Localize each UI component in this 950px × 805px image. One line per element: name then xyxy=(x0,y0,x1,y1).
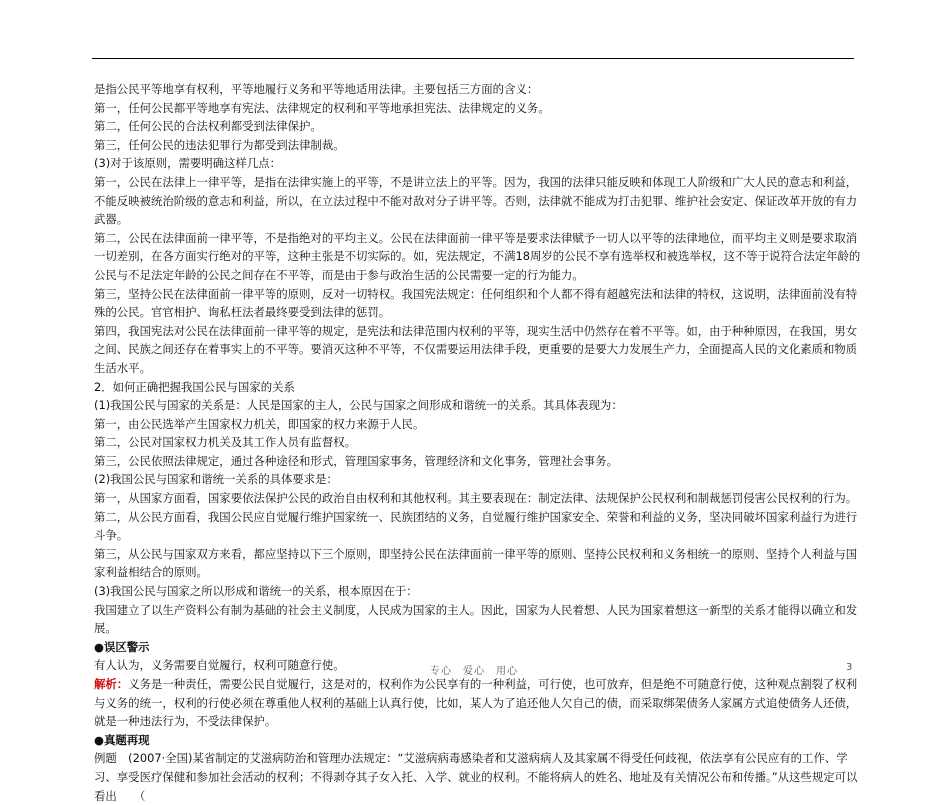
analysis-paragraph xyxy=(94,675,864,731)
header-rule xyxy=(92,58,854,59)
paragraph: 第一，从国家方面看，国家要依法保护公民的政治自由权利和其他权利。其主要表现在：制定法律、法规保护公民权利和制裁惩罚侵害公民权利的行为。 xyxy=(94,491,858,506)
page-number: 3 xyxy=(846,662,853,673)
analysis-text: 义务是一种责任，需要公民自觉履行，这是对的，权利作为公民享有的一种利益，可行使，也可放弃，但是绝不可随意行使，这种观点割裂了权利与义务的统一，权利的行使必须在尊重他人权利的基础上认真行使，比如，某人为了追还他人欠自己的债，而采取绑架债务人家属方式追使债务人还债，就是一种违法行为，不受法律保护。 xyxy=(94,677,858,729)
paragraph: 是指公民平等地享有权利，平等地履行义务和平等地适用法律。主要包括三方面的含义： xyxy=(94,82,539,96)
paragraph: 第三，从公民与国家双方来看，都应坚持以下三个原则，即坚持公民在法律面前一律平等的原则、坚持公民权利和义务相统一的原则、坚持个人利益与国家利益相结合的原则。 xyxy=(94,546,858,580)
analysis-label: 解析： xyxy=(94,677,129,691)
paragraph: 第三，任何公民的违法犯罪行为都受到法律制裁。 xyxy=(94,137,345,152)
example-paragraph: 例题 (2007·全国)某省制定的艾滋病防治和管理办法规定：“艾滋病病毒感染者和艾滋病病人及其家属不得受任何歧视，依法享有公民应有的工作、学习、享受医疗保健和参加社会活动的权利；不得剥夺其子女入托、入学、就业的权利。不能将病人的姓名、地址及有关情况公布和传播。”从这些规定可以看出 （ xyxy=(94,751,858,803)
paragraph: 第一，由公民选举产生国家权力机关，即国家的权力来源于人民。 xyxy=(94,416,425,431)
paragraph: 第三，坚持公民在法律面前一律平等的原则，反对一切特权。我国宪法规定：任何组织和个人都不得有超越宪法和法律的特权，这说明，法律面前没有特殊的公民。官官相护、询私枉法者最终要受到法律的惩罚。 xyxy=(94,286,858,320)
paragraph: 第二，任何公民的合法权利都受到法律保护。 xyxy=(94,119,322,134)
paragraph: 第一，公民在法律上一律平等，是指在法律实施上的平等，不是讲立法上的平等。因为，我国的法律只能反映和体现工人阶级和广大人民的意志和利益，不能反映被统治阶级的意志和利益，所以，在立法过程中不能对敌对分子讲平等。否则，法律就不能成为打击犯罪、维护社会安定、保证改革开放的有力武器。 xyxy=(94,174,858,227)
paragraph: 有人认为，义务需要自觉履行，权利可随意行使。 xyxy=(94,658,345,673)
document-body xyxy=(94,80,864,805)
paragraph: (1)我国公民与国家的关系是：人民是国家的主人，公民与国家之间形成和谐统一的关系。其具体表现为： xyxy=(94,398,623,413)
paragraph: 第一，任何公民都平等地享有宪法、法律规定的权利和平等地承担宪法、法律规定的义务。 xyxy=(94,100,550,115)
paragraph: (2)我国公民与国家和谐统一关系的具体要求是： xyxy=(94,472,338,487)
paragraph: 第二，公民对国家权力机关及其工作人员有监督权。 xyxy=(94,435,356,450)
page-footer xyxy=(0,662,950,678)
paragraph: (3)我国公民与国家之所以形成和谐统一的关系，根本原因在于： xyxy=(94,584,418,599)
section-heading: 2．如何正确把握我国公民与国家的关系 xyxy=(94,379,295,394)
paragraph: 第三，公民依照法律规定，通过各种途径和形式，管理国家事务，管理经济和文化事务，管理社会事务。 xyxy=(94,453,618,468)
footer-motto: 专心 爱心 用心 xyxy=(430,666,518,677)
paragraph: (3)对于该原则，需要明确这样几点： xyxy=(94,156,281,171)
exam-section-heading: ●真题再现 xyxy=(94,732,150,747)
paragraph: 我国建立了以生产资料公有制为基础的社会主义制度，人民成为国家的主人。因此，国家为人民着想、人民为国家着想这一新型的关系才能得以确立和发展。 xyxy=(94,602,858,636)
paragraph: 第二，从公民方面看，我国公民应自觉履行维护国家统一、民族团结的义务，自觉履行维护国家安全、荣誉和利益的义务，坚决同破坏国家利益行为进行斗争。 xyxy=(94,509,858,543)
paragraph: 第二，公民在法律面前一律平等，不是指绝对的平均主义。公民在法律面前一律平等是要求法律赋予一切人以平等的法律地位，而平均主义则是要求取消一切差别，在各方面实行绝对的平等，这种主张是不切实际的。如，宪法规定，不满18周岁的公民不享有选举权和被选举权，这不等于说符合法定年龄的公民与不足法定年龄的公民之间存在不平等，而是由于参与政治生活的公民需要一定的行为能力。 xyxy=(94,230,861,282)
misconception-heading: ●误区警示 xyxy=(94,639,150,654)
paragraph: 第四，我国宪法对公民在法律面前一律平等的规定，是宪法和法律范围内权利的平等，现实生活中仍然存在着不平等。如，由于种种原因，在我国，男女之间、民族之间还存在着事实上的不平等。要消灭这种不平等，不仅需要运用法律手段，更重要的是要大力发展生产力，全面提高人民的文化素质和物质生活水平。 xyxy=(94,323,858,375)
